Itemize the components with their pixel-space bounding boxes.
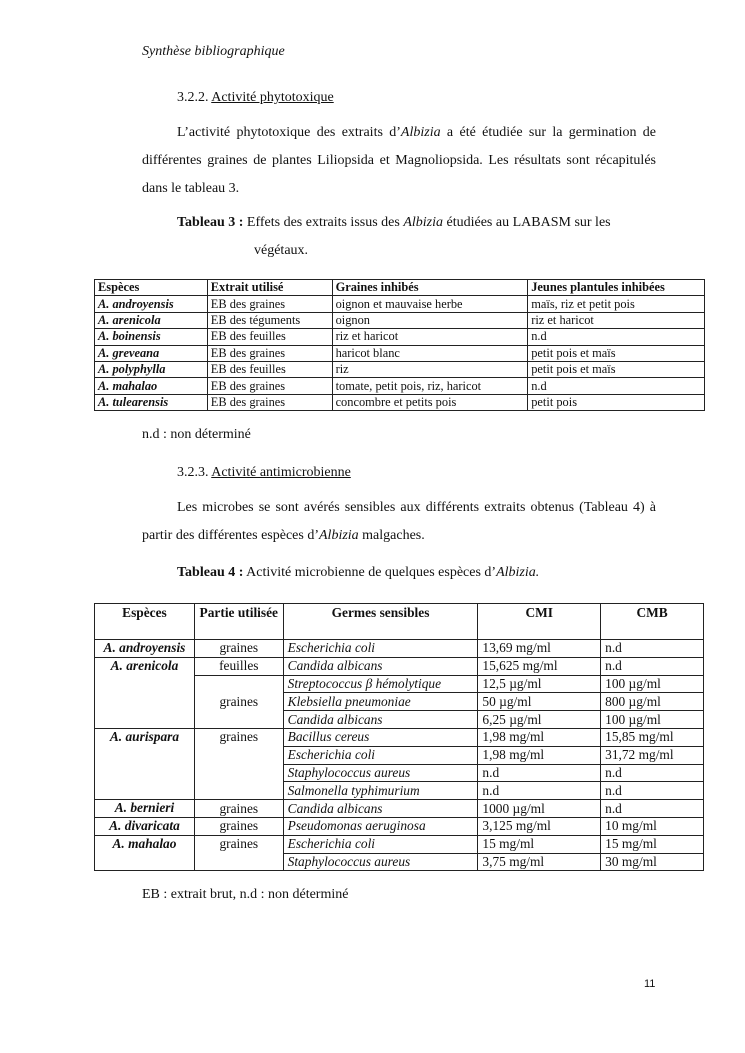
para-text: L’activité phytotoxique des extraits d’ [177,125,401,140]
seedlings-cell: maïs, riz et petit pois [528,296,705,312]
part-cell: graines [194,640,283,658]
cmi-cell: 1,98 mg/ml [478,746,601,764]
header-germs: Germes sensibles [283,604,478,640]
seedlings-cell: n.d [528,329,705,345]
part-cell: graines [194,817,283,835]
cmb-cell: n.d [601,640,704,658]
genus-name: Albizia [403,215,444,230]
cmb-cell: n.d [601,800,704,818]
table-row [95,657,704,675]
part-cell: graines [194,675,283,728]
species-cell: A. mahalao [95,835,195,871]
running-header: Synthèse bibliographique [142,44,285,59]
cmb-cell: n.d [601,657,704,675]
germ-cell: Escherichia coli [283,835,478,853]
cmb-cell: 100 µg/ml [601,711,704,729]
table-3 [94,279,705,411]
cmi-cell: 50 µg/ml [478,693,601,711]
species-cell: A. divaricata [95,817,195,835]
header-cmb: CMB [601,604,704,640]
species-cell: A. androyensis [95,640,195,658]
species-cell: A. bernieri [95,800,195,818]
genus-name: Albizia [400,125,441,140]
table-4-caption [177,559,539,587]
species-cell: A. aurispara [95,728,195,799]
extract-cell: EB des feuilles [207,361,332,377]
cmi-cell: 3,75 mg/ml [478,853,601,871]
seeds-cell: concombre et petits pois [332,394,528,410]
para-text: a été étudiée sur la germination de différentes graines de plantes Liliopsida et Magnoliopsida. Les résultats sont récapitulés dans le tableau 3. [142,125,657,196]
seedlings-cell: riz et haricot [528,312,705,328]
header-cmi: CMI [478,604,601,640]
caption-label: Tableau 3 : [177,215,244,230]
table-header-row [95,280,705,296]
germ-cell: Salmonella typhimurium [283,782,478,800]
table-row [95,296,705,312]
seedlings-cell: n.d [528,378,705,394]
section-3-2-2-heading [177,90,334,106]
cmi-cell: 13,69 mg/ml [478,640,601,658]
table-row [95,817,704,835]
cmb-cell: 100 µg/ml [601,675,704,693]
table-row [95,800,704,818]
table-header-row [95,604,704,640]
table-4-note: EB : extrait brut, n.d : non déterminé [142,887,349,902]
cmi-cell: 1,98 mg/ml [478,728,601,746]
cmb-cell: 10 mg/ml [601,817,704,835]
cmi-cell: 3,125 mg/ml [478,817,601,835]
table-row [95,361,705,377]
extract-cell: EB des téguments [207,312,332,328]
species-cell: A. mahalao [95,378,208,394]
table-4 [94,603,704,871]
cmi-cell: n.d [478,782,601,800]
germ-cell: Escherichia coli [283,640,478,658]
genus-name: Albizia [319,528,359,543]
species-cell: A. boinensis [95,329,208,345]
germ-cell: Bacillus cereus [283,728,478,746]
species-cell: A. arenicola [95,657,195,728]
cmi-cell: 1000 µg/ml [478,800,601,818]
caption-text: étudiées au LABASM sur les [443,215,611,230]
caption-text: végétaux. [254,243,309,258]
table-3-caption [177,209,657,265]
cmb-cell: 15 mg/ml [601,835,704,853]
cmi-cell: 6,25 µg/ml [478,711,601,729]
germ-cell: Candida albicans [283,657,478,675]
extract-cell: EB des graines [207,394,332,410]
para-text: Les microbes se sont avérés sensibles aux différents extraits obtenus (Tableau 4) à partir des différentes espèces d’ [142,500,656,543]
extract-cell: EB des graines [207,296,332,312]
page-number: 11 [644,978,656,990]
extract-cell: EB des graines [207,378,332,394]
germ-cell: Klebsiella pneumoniae [283,693,478,711]
table-row [95,329,705,345]
germ-cell: Pseudomonas aeruginosa [283,817,478,835]
germ-cell: Staphylococcus aureus [283,764,478,782]
table-row [95,728,704,746]
header-seedlings: Jeunes plantules inhibées [528,280,705,296]
seedlings-cell: petit pois [528,394,705,410]
header-species: Espèces [95,280,208,296]
seeds-cell: oignon [332,312,528,328]
cmb-cell: n.d [601,764,704,782]
table-row [95,640,704,658]
seeds-cell: oignon et mauvaise herbe [332,296,528,312]
cmb-cell: 800 µg/ml [601,693,704,711]
seeds-cell: riz [332,361,528,377]
cmi-cell: 15,625 mg/ml [478,657,601,675]
table-row [95,312,705,328]
genus-name: Albizia. [496,565,540,580]
section-title: Activité antimicrobienne [211,465,351,480]
seedlings-cell: petit pois et maïs [528,361,705,377]
part-cell: graines [194,728,283,799]
cmb-cell: 30 mg/ml [601,853,704,871]
table-row [95,394,705,410]
extract-cell: EB des graines [207,345,332,361]
caption-text: Activité microbienne de quelques espèces d’ [243,565,497,580]
cmi-cell: 15 mg/ml [478,835,601,853]
paragraph-phytotoxic [142,119,656,203]
table-row [95,835,704,853]
germ-cell: Candida albicans [283,711,478,729]
header-seeds: Graines inhibés [332,280,528,296]
species-cell: A. androyensis [95,296,208,312]
extract-cell: EB des feuilles [207,329,332,345]
germ-cell: Escherichia coli [283,746,478,764]
header-species: Espèces [95,604,195,640]
part-cell: graines [194,835,283,871]
seeds-cell: tomate, petit pois, riz, haricot [332,378,528,394]
section-number: 3.2.2. [177,90,209,105]
caption-label: Tableau 4 : [177,565,244,580]
species-cell: A. greveana [95,345,208,361]
cmb-cell: 15,85 mg/ml [601,728,704,746]
seeds-cell: haricot blanc [332,345,528,361]
part-cell: feuilles [194,657,283,675]
table-3-note: n.d : non déterminé [142,427,251,442]
section-3-2-3-heading [177,465,351,481]
section-title: Activité phytotoxique [211,90,334,105]
species-cell: A. polyphylla [95,361,208,377]
para-text: malgaches. [358,528,425,543]
table-row [95,378,705,394]
species-cell: A. arenicola [95,312,208,328]
part-cell: graines [194,800,283,818]
header-extract: Extrait utilisé [207,280,332,296]
paragraph-antimicrobial [142,494,656,550]
cmb-cell: n.d [601,782,704,800]
germ-cell: Staphylococcus aureus [283,853,478,871]
caption-text: Effets des extraits issus des [243,215,404,230]
header-part: Partie utilisée [194,604,283,640]
seeds-cell: riz et haricot [332,329,528,345]
germ-cell: Streptococcus β hémolytique [283,675,478,693]
cmb-cell: 31,72 mg/ml [601,746,704,764]
cmi-cell: n.d [478,764,601,782]
germ-cell: Candida albicans [283,800,478,818]
section-number: 3.2.3. [177,465,209,480]
species-cell: A. tulearensis [95,394,208,410]
table-row [95,345,705,361]
cmi-cell: 12,5 µg/ml [478,675,601,693]
seedlings-cell: petit pois et maïs [528,345,705,361]
